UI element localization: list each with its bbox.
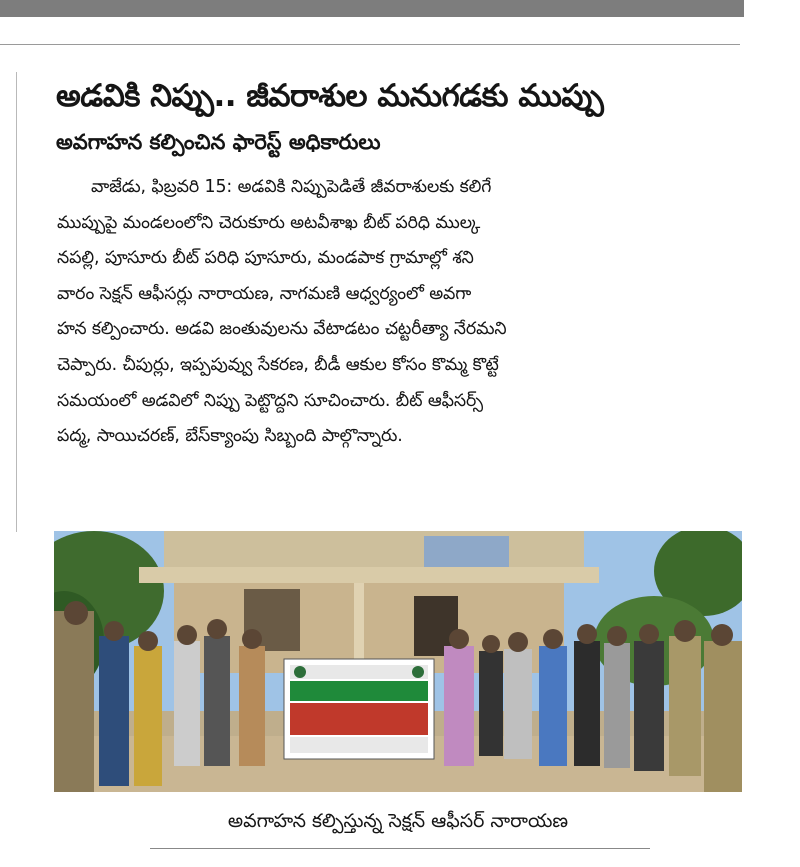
headline: అడవికి నిప్పు.. జీవరాశుల మనుగడకు ముప్పు [56,78,604,114]
caption-underline [150,848,650,849]
body-line: చెప్పారు. చీపుర్లు, ఇప్పపువ్వు సేకరణ, బీడీ ఆకుల కోసం కొమ్మ కొట్టే [57,354,499,375]
body-line: వారం సెక్షన్ ఆఫీసర్లు నారాయణ, నాగమణి ఆధ్వర్యంలో అవగా [57,283,472,304]
column-divider [16,72,17,532]
top-bar [0,0,744,17]
subheadline: అవగాహన కల్పించిన ఫారెస్ట్ అధికారులు [56,130,381,154]
body-line: హన కల్పించారు. అడవి జంతువులను వేటాడటం చట్టరీత్యా నేరమని [57,319,507,340]
body-line: నపల్లి, పూసూరు బీట్ పరిధి పూసూరు, మండపాక గ్రామాల్లో శని [57,248,474,269]
body-line: ముప్పుపై మండలంలోని చెరుకూరు అటవీశాఖ బీట్ పరిధి ముల్క [57,212,481,233]
news-photo [54,531,742,792]
header-divider [0,44,740,45]
body-line: సమయంలో అడవిలో నిప్పు పెట్టొద్దని సూచించారు. బీట్ ఆఫీసర్స్ [57,390,483,411]
body-line: పద్మ, సాయిచరణ్, బేస్‌క్యాంపు సిబ్బంది పాల్గొన్నారు. [57,426,403,447]
body-line: వాజేడు, ఫిబ్రవరి 15: అడవికి నిప్పుపెడితే జీవరాశులకు కలిగే [91,177,492,197]
article-body [57,170,741,455]
photo-caption: అవగాహన కల్పిస్తున్న సెక్షన్ ఆఫీసర్ నారాయణ [227,810,569,832]
